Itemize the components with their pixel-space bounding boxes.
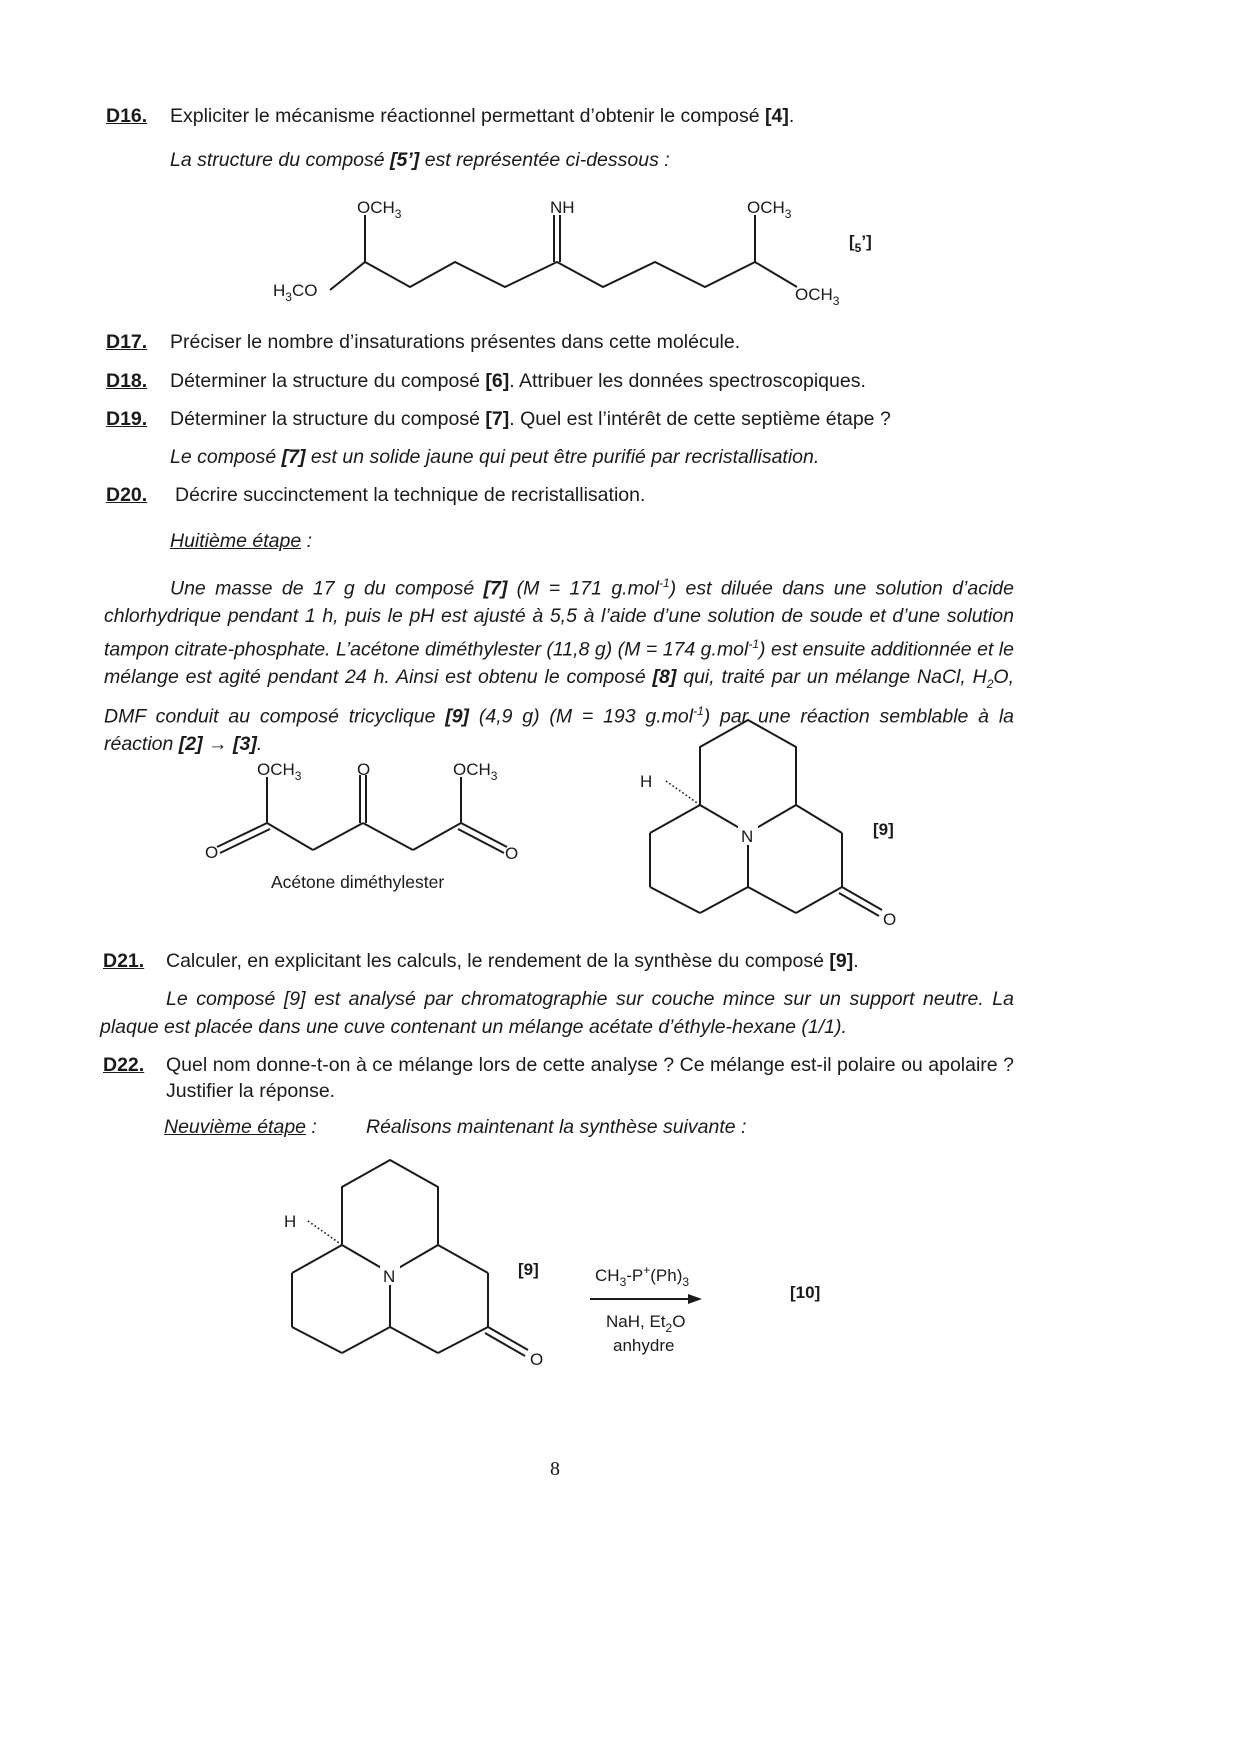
question-d21-text: Calculer, en explicitant les calculs, le rendement de la synthèse du composé [9]. (166, 950, 859, 972)
bond-hashed (666, 781, 700, 805)
step-8-heading: Huitième étape : (170, 530, 313, 552)
atom-och3-2: $OCH_3$ (747, 198, 792, 221)
reagent-top: $CH_3-P^+(Ph)_3$ (595, 1263, 690, 1289)
step-9-text: Réalisons maintenant la synthèse suivante : (366, 1116, 747, 1138)
question-d18: D18. (106, 370, 148, 392)
atom-o-left: O (205, 843, 219, 862)
atom-n: N (741, 827, 754, 846)
atom-h: H (640, 772, 653, 791)
ring-top (342, 1160, 438, 1273)
bond-l3 (650, 887, 700, 913)
tlc-paragraph: Le composé [9] est analysé par chromatographie sur couche mince sur un support neutre. La plaque est placée dans une cuve contenant un mélange acétate d’éthyle-hexane (1/1). (100, 988, 1014, 1038)
atom-h3co: $H_3CO$ (273, 281, 318, 304)
bond-c (313, 823, 363, 850)
question-d21: D21. (103, 950, 145, 972)
atom-och3-a: $OCH_3$ (257, 760, 302, 783)
atom-och3-b: $OCH_3$ (453, 760, 498, 783)
bond-r1 (796, 805, 842, 833)
atom-o-top: O (357, 760, 371, 779)
ring-top (700, 720, 796, 833)
intro-compound-5prime: La structure du composé [5’] est représentée ci-dessous : (170, 149, 670, 171)
step-8-paragraph: Une masse de 17 g du composé [7] (M = 171 g.mol$^{-1}$) est diluée dans une solution d’acide chlorhydrique pendant 1 h, puis le pH est ajusté à 5,5 à l’aide d’une solution de soude et d’une solution tampon citrate-phosphate. L’acétone diméthylester (11,8 g) (M = 174 g.mol$^{-1}$) est ensuite additionnée et le mélange est agité pendant 24 h. Ainsi est obtenu le composé [8] qui, traité par un mélange NaCl, $H_2O$, DMF conduit au composé tricyclique [9] (4,9 g) (M = 193 g.mol$^{-1}$) par une réaction semblable à la réaction [2] → [3]. (104, 576, 1014, 755)
atom-h: H (284, 1212, 297, 1231)
atom-nh: NH (550, 198, 575, 217)
bond-l3 (292, 1327, 342, 1353)
question-d22: D22. (103, 1054, 145, 1076)
bond-l4 (342, 1327, 390, 1353)
question-d17-text: Préciser le nombre d’insaturations présentes dans cette molécule. (170, 331, 741, 353)
step-9-heading: Neuvième étape : (164, 1116, 317, 1138)
bond-r4 (748, 887, 796, 913)
reaction-arrow-head (688, 1294, 702, 1304)
reaction-scheme (270, 1155, 870, 1380)
bond-e (413, 823, 461, 850)
question-d19: D19. (106, 408, 148, 430)
question-d16-text: Expliciter le mécanisme réactionnel permettant d’obtenir le composé [4]. (170, 105, 795, 127)
bond-d (363, 823, 413, 850)
atom-o: O (883, 910, 897, 929)
bond-r3 (796, 887, 842, 913)
question-d19-text: Déterminer la structure du composé [7]. Quel est l’intérêt de cette septième étape ? (170, 408, 891, 430)
bond-r1 (438, 1245, 488, 1273)
carbon-chain (330, 262, 797, 290)
reagent-bottom-2: anhydre (613, 1336, 675, 1355)
molecule-5prime (255, 190, 895, 310)
caption-acetone: Acétone diméthylester (271, 872, 445, 892)
reagent-bottom: NaH, $Et_2O$ (606, 1312, 686, 1335)
product-label-10: [10] (790, 1283, 821, 1302)
question-d16 (106, 103, 147, 129)
question-d20-text: Décrire succinctement la technique de recristallisation. (175, 484, 646, 506)
compound-label-9: [9] (873, 820, 894, 839)
atom-o-right: O (505, 844, 519, 863)
note-compound-7: Le composé [7] est un solide jaune qui peut être purifié par recristallisation. (170, 446, 820, 468)
bond-l1 (650, 805, 700, 833)
bond-l1 (292, 1245, 342, 1273)
molecule-acetone-dimethylester (195, 755, 535, 900)
atom-och3-1: $OCH_3$ (357, 198, 402, 221)
question-d17: D17. (106, 331, 148, 353)
bond-hashed (308, 1221, 342, 1245)
compound-label-9: [9] (518, 1260, 539, 1279)
page-number: 8 (550, 1458, 560, 1480)
atom-o: O (530, 1350, 544, 1369)
bond-r4 (390, 1327, 438, 1353)
bond-b (267, 823, 313, 850)
bond-l4 (700, 887, 748, 913)
question-label: D16. (106, 105, 148, 127)
molecule-9 (630, 715, 920, 930)
bond-r3 (438, 1327, 488, 1353)
question-d18-text: Déterminer la structure du composé [6]. Attribuer les données spectroscopiques. (170, 370, 866, 392)
compound-label-5prime: $[_5’]$ (849, 232, 872, 255)
question-d20: D20. (106, 484, 148, 506)
atom-och3-3: $OCH_3$ (795, 285, 840, 308)
atom-n: N (383, 1267, 396, 1286)
question-d22-text: Quel nom donne-t-on à ce mélange lors de cette analyse ? Ce mélange est-il polaire ou apolaire ? Justifier la réponse. (166, 1054, 1014, 1102)
